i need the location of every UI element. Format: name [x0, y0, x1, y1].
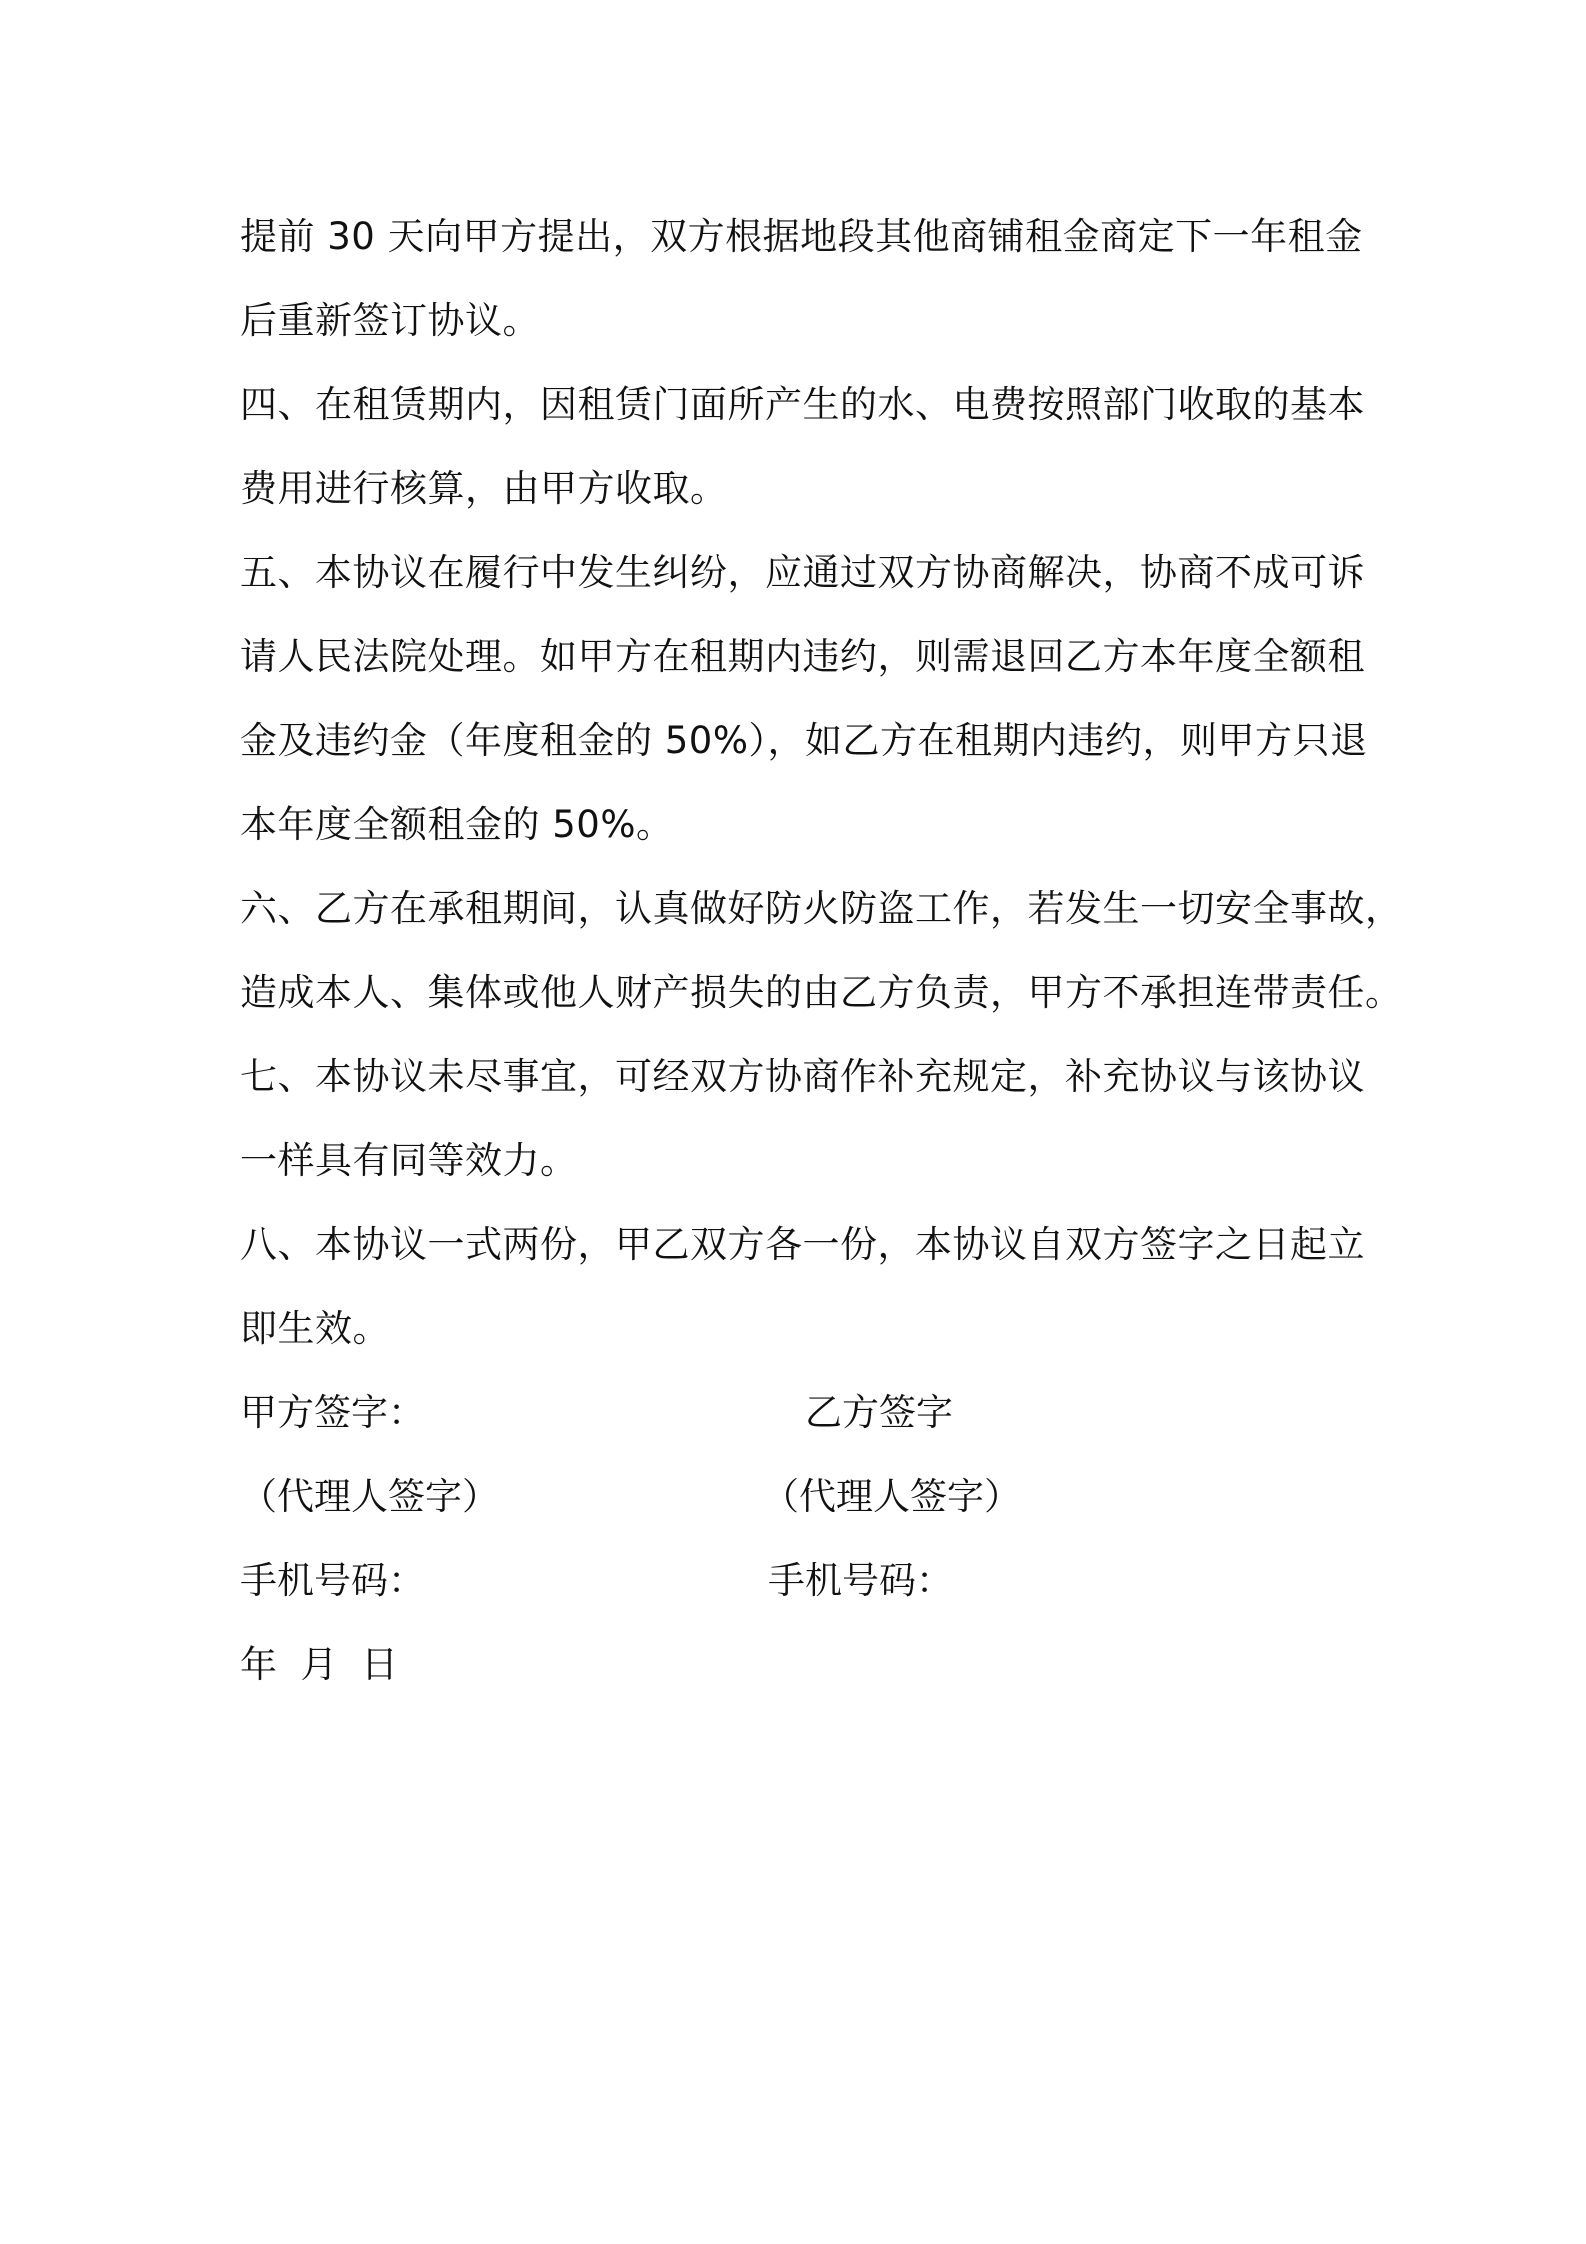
party-a-phone-label: 手机号码： [240, 1559, 425, 1602]
clause-5-line: 请人民法院处理。如甲方在租期内违约，则需退回乙方本年度全额租 [240, 635, 1365, 678]
signature-row [240, 1371, 1360, 1455]
date-label: 年 月 日 [240, 1643, 399, 1686]
body-line: 提前 30 天向甲方提出，双方根据地段其他商铺租金商定下一年租金 [240, 215, 1363, 258]
party-b-agent-label: （代理人签字） [762, 1475, 1021, 1518]
body-line: 后重新签订协议。 [240, 299, 540, 342]
clause-8-line: 八、本协议一式两份，甲乙双方各一份，本协议自双方签字之日起立 [240, 1223, 1365, 1266]
date-row [240, 1623, 1360, 1707]
phone-row [240, 1539, 1360, 1623]
clause-5-line: 五、本协议在履行中发生纠纷，应通过双方协商解决，协商不成可诉 [240, 551, 1365, 594]
party-a-agent-label: （代理人签字） [240, 1475, 499, 1518]
party-a-sign-label: 甲方签字： [240, 1391, 425, 1434]
agreement-body [240, 195, 1403, 1371]
clause-8-line: 即生效。 [240, 1307, 390, 1350]
clause-6-line: 六、乙方在承租期间，认真做好防火防盗工作，若发生一切安全事故， [240, 887, 1403, 930]
party-b-sign-label: 乙方签字 [805, 1391, 953, 1434]
party-b-phone-label: 手机号码： [768, 1559, 953, 1602]
agent-row [240, 1455, 1360, 1539]
clause-6-line: 造成本人、集体或他人财产损失的由乙方负责，甲方不承担连带责任。 [240, 971, 1403, 1014]
clause-5-line: 本年度全额租金的 50%。 [240, 803, 674, 846]
clause-5-line: 金及违约金（年度租金的 50%），如乙方在租期内违约，则甲方只退 [240, 719, 1368, 762]
clause-4-line: 费用进行核算，由甲方收取。 [240, 467, 728, 510]
clause-4-line: 四、在租赁期内，因租赁门面所产生的水、电费按照部门收取的基本 [240, 383, 1365, 426]
clause-7-line: 七、本协议未尽事宜，可经双方协商作补充规定，补充协议与该协议 [240, 1055, 1365, 1098]
clause-7-line: 一样具有同等效力。 [240, 1139, 578, 1182]
